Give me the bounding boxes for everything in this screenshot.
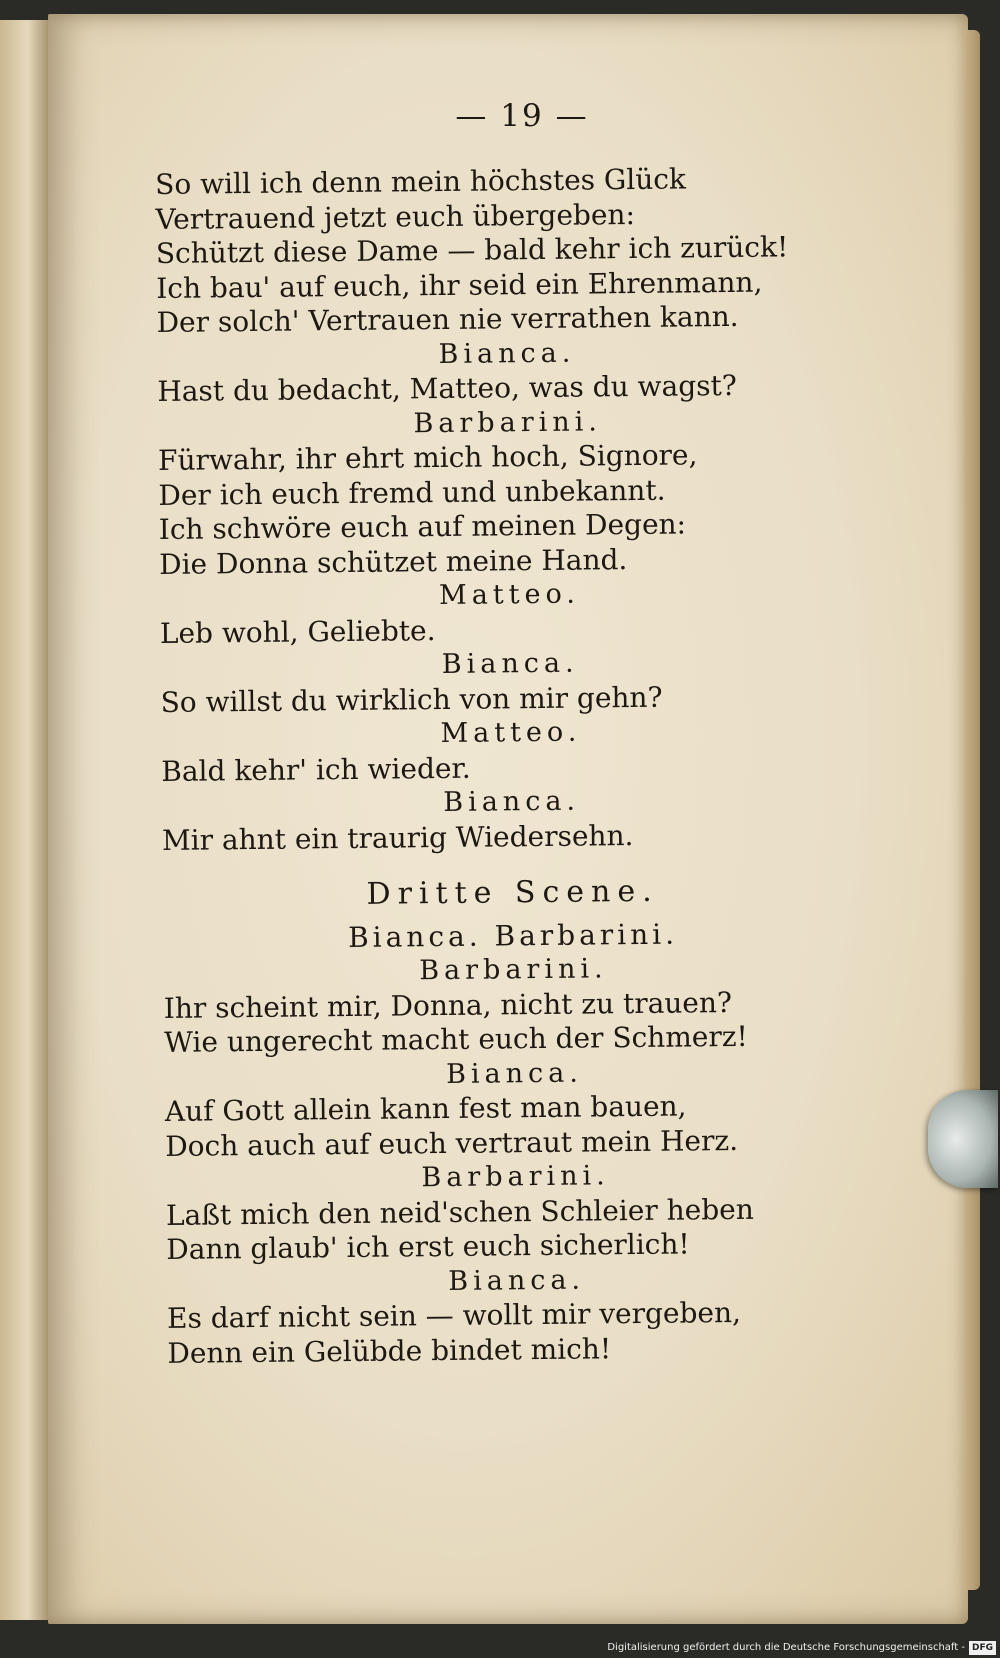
verse-line: Wie ungerecht macht euch der Schmerz! (163, 1019, 748, 1059)
speaker-name: Bianca. (441, 647, 579, 681)
verse-line: Es darf nicht sein — wollt mir vergeben, (166, 1295, 742, 1335)
speaker-name: Matteo. (440, 716, 582, 750)
credit-text: Digitalisierung gefördert durch die Deutsche Forschungsgemeinschaft - (607, 1642, 965, 1653)
verse-line: Denn ein Gelübde bindet mich! (167, 1331, 612, 1370)
verse-line: Der solch' Vertrauen nie verrathen kann. (156, 299, 739, 339)
speaker-name: Bianca. (448, 1264, 586, 1297)
verse-line: Die Donna schützet meine Hand. (158, 542, 628, 581)
digitization-credit (600, 1638, 1000, 1658)
verse-line: Mir ahnt ein traurig Wiedersehn. (161, 818, 634, 857)
verse-line: So willst du wirklich von mir gehn? (160, 680, 663, 719)
verse-line: Bald kehr' ich wieder. (161, 751, 471, 788)
verse-line: Ich bau' auf euch, ihr seid ein Ehrenmann, (156, 265, 763, 305)
verse-line: Leb wohl, Geliebte. (159, 613, 436, 650)
verse-block-2 (163, 950, 807, 1371)
bookmark-tab (928, 1090, 998, 1188)
verse-line: Auf Gott allein kann fest man bauen, (164, 1089, 687, 1128)
speaker-name: Bianca. (438, 337, 576, 370)
verse-line: Fürwahr, ihr ehrt mich hoch, Signore, (157, 438, 698, 477)
speaker-name: Barbarini. (421, 1160, 610, 1194)
verse-line: Ihr scheint mir, Donna, nicht zu trauen? (163, 985, 733, 1025)
verse-line: Schützt diese Dame — bald kehr ich zurück! (155, 230, 789, 270)
verse-line: Doch auch auf euch vertraut mein Herz. (165, 1123, 739, 1163)
verse-block-1 (155, 161, 802, 858)
page-number: — 19 — (455, 98, 589, 134)
page-body (155, 161, 808, 1371)
scene-persons: Bianca. Barbarini. (347, 917, 679, 954)
speaker-name: Bianca. (443, 785, 581, 819)
verse-line: Der ich euch fremd und unbekannt. (158, 473, 666, 512)
speaker-name: Matteo. (438, 578, 581, 612)
speaker-name: Barbarini. (413, 405, 603, 439)
speaker-name: Bianca. (445, 1057, 584, 1090)
verse-line: Ich schwöre euch auf meinen Degen: (158, 507, 687, 546)
dfg-logo: DFG (969, 1641, 996, 1655)
page-stack-edge (964, 30, 980, 1590)
scene-title: Dritte Scene. (366, 873, 659, 912)
speaker-name: Barbarini. (419, 953, 608, 987)
verse-line: Dann glaub' ich erst euch sicherlich! (166, 1227, 690, 1266)
facing-page-edge (0, 20, 50, 1620)
verse-line: Vertrauend jetzt euch übergeben: (155, 197, 636, 236)
verse-line: So will ich denn mein höchstes Glück (155, 162, 687, 201)
verse-line: Hast du bedacht, Matteo, was du wagst? (157, 368, 737, 408)
verse-line: Laßt mich den neid'schen Schleier heben (165, 1192, 754, 1232)
